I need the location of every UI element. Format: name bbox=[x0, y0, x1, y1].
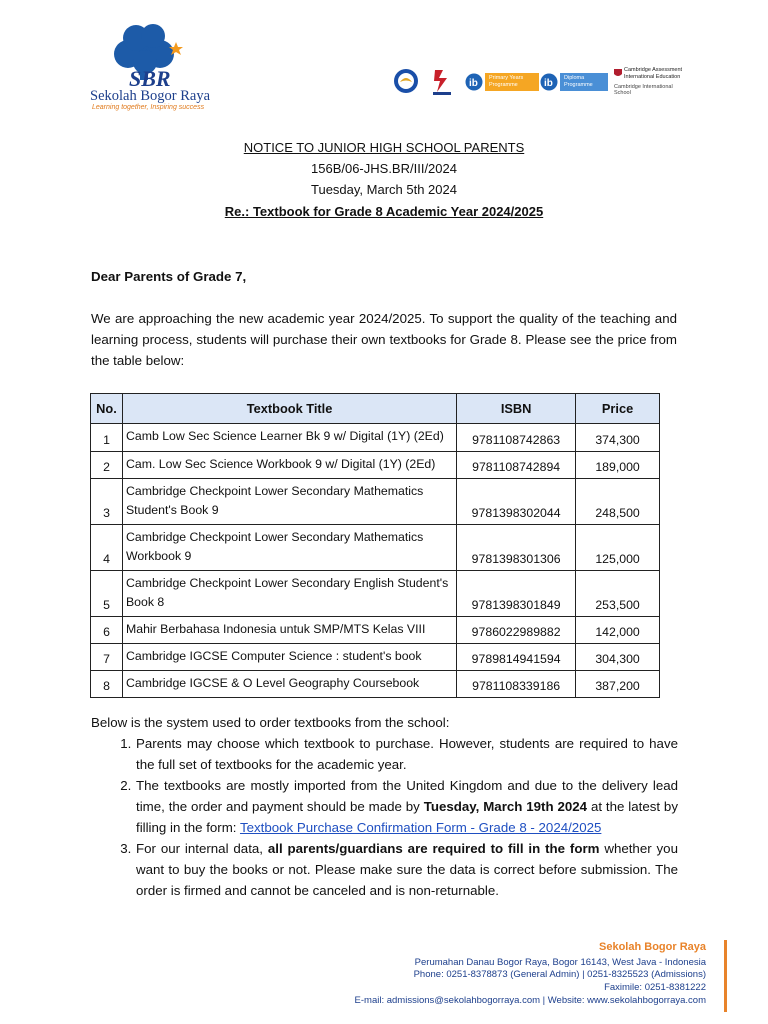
table-row bbox=[91, 644, 660, 671]
ib-icon bbox=[465, 73, 483, 91]
table-row bbox=[91, 617, 660, 644]
svg-text:ib: ib bbox=[544, 78, 553, 89]
step-1-text: Parents may choose which textbook to purchase. However, students are required to have the full set of textbooks for the academic year. bbox=[136, 736, 678, 772]
row-no: 2 bbox=[91, 452, 123, 479]
footer-fax: Faximile: 0251-8381222 bbox=[604, 982, 706, 993]
row-no: 4 bbox=[91, 525, 123, 571]
footer-address: Perumahan Danau Bogor Raya, Bogor 16143, West Java - Indonesia bbox=[414, 957, 706, 968]
ordering-steps bbox=[91, 733, 678, 901]
table-row bbox=[91, 525, 660, 571]
purchase-form-link[interactable]: Textbook Purchase Confirmation Form - Grade 8 - 2024/2025 bbox=[239, 820, 602, 835]
list-item bbox=[135, 838, 678, 901]
row-isbn: 9781398302044 bbox=[457, 479, 576, 525]
table-row bbox=[91, 452, 660, 479]
row-no: 6 bbox=[91, 617, 123, 644]
row-isbn: 9789814941594 bbox=[457, 644, 576, 671]
row-title: Cambridge Checkpoint Lower Secondary Mathematics Student's Book 9 bbox=[122, 479, 456, 525]
row-no: 8 bbox=[91, 671, 123, 698]
row-price: 248,500 bbox=[576, 479, 660, 525]
notice-heading: NOTICE TO JUNIOR HIGH SCHOOL PARENTS bbox=[243, 140, 525, 155]
row-title: Cam. Low Sec Science Workbook 9 w/ Digital (1Y) (2Ed) bbox=[122, 452, 456, 479]
row-isbn: 9781398301306 bbox=[457, 525, 576, 571]
row-no: 5 bbox=[91, 571, 123, 617]
row-title: Cambridge IGCSE Computer Science : student's book bbox=[122, 644, 456, 671]
row-price: 387,200 bbox=[576, 671, 660, 698]
ib-primary-label: Primary Years Programme bbox=[485, 73, 539, 90]
notice-reference: 156B/06-JHS.BR/III/2024 bbox=[311, 161, 457, 176]
row-price: 189,000 bbox=[576, 452, 660, 479]
step-3-text-a: For our internal data, bbox=[136, 841, 268, 856]
step-2-text-b: at the latest by filling in the form: bbox=[136, 799, 678, 835]
ib-primary-logo bbox=[465, 66, 539, 98]
table-header-row bbox=[91, 394, 660, 424]
row-isbn: 9786022989882 bbox=[457, 617, 576, 644]
step-3-text-b: whether you want to buy the books or not. Please make sure the data is correct before submission. The order is firmed and cannot be canceled and is non-returnable. bbox=[136, 841, 678, 898]
row-no: 7 bbox=[91, 644, 123, 671]
row-price: 142,000 bbox=[576, 617, 660, 644]
step-2-deadline: Tuesday, March 19th 2024 bbox=[423, 799, 588, 814]
row-price: 253,500 bbox=[576, 571, 660, 617]
list-item bbox=[135, 733, 678, 775]
row-title: Cambridge Checkpoint Lower Secondary English Student's Book 8 bbox=[122, 571, 456, 617]
tut-wuri-emblem-icon bbox=[393, 68, 419, 96]
list-item bbox=[135, 775, 678, 838]
cambridge-logo bbox=[614, 66, 690, 98]
row-title: Mahir Berbahasa Indonesia untuk SMP/MTS Kelas VIII bbox=[122, 617, 456, 644]
school-tagline: Learning together, Inspiring success bbox=[92, 104, 205, 111]
row-price: 125,000 bbox=[576, 525, 660, 571]
row-isbn: 9781108742863 bbox=[457, 424, 576, 452]
textbook-table bbox=[90, 393, 660, 698]
footer-phone: Phone: 0251-8378873 (General Admin) | 0251-8325523 (Admissions) bbox=[413, 969, 706, 980]
notice-date: Tuesday, March 5th 2024 bbox=[311, 182, 457, 197]
table-row bbox=[91, 571, 660, 617]
cambridge-shield-icon bbox=[614, 69, 622, 78]
row-price: 374,300 bbox=[576, 424, 660, 452]
row-isbn: 9781398301849 bbox=[457, 571, 576, 617]
row-price: 304,300 bbox=[576, 644, 660, 671]
row-title: Camb Low Sec Science Learner Bk 9 w/ Digital (1Y) (2Ed) bbox=[122, 424, 456, 452]
row-isbn: 9781108742894 bbox=[457, 452, 576, 479]
header-isbn: ISBN bbox=[457, 394, 576, 424]
header-price: Price bbox=[576, 394, 660, 424]
system-intro: Below is the system used to order textbooks from the school: bbox=[91, 715, 450, 730]
svg-text:ib: ib bbox=[469, 78, 478, 89]
row-title: Cambridge Checkpoint Lower Secondary Mathematics Workbook 9 bbox=[122, 525, 456, 571]
row-no: 3 bbox=[91, 479, 123, 525]
logo-monogram: SBR bbox=[129, 66, 171, 91]
ib-icon bbox=[540, 73, 558, 91]
table-row bbox=[91, 424, 660, 452]
header-title: Textbook Title bbox=[122, 394, 456, 424]
table-row bbox=[91, 671, 660, 698]
notice-subject: Re.: Textbook for Grade 8 Academic Year 2024/2025 bbox=[224, 204, 544, 219]
header-no: No. bbox=[91, 394, 123, 424]
table-row bbox=[91, 479, 660, 525]
footer-school-name: Sekolah Bogor Raya bbox=[599, 941, 706, 953]
step-3-emphasis: all parents/guardians are required to fill in the form bbox=[267, 841, 600, 856]
step-2-text-a: The textbooks are mostly imported from the United Kingdom and due to the delivery lead time, the order and payment should be made by bbox=[136, 778, 678, 814]
footer-accent-bar bbox=[724, 940, 727, 1012]
footer-contact: E-mail: admissions@sekolahbogorraya.com | Website: www.sekolahbogorraya.com bbox=[354, 995, 706, 1006]
ib-diploma-label: Diploma Programme bbox=[560, 73, 608, 90]
row-title: Cambridge IGCSE & O Level Geography Coursebook bbox=[122, 671, 456, 698]
intro-paragraph: We are approaching the new academic year 2024/2025. To support the quality of the teaching and learning process, students will purchase their own textbooks for Grade 8. Please see the price from the table below: bbox=[91, 311, 677, 368]
jakarta-emblem-icon bbox=[431, 68, 453, 96]
row-isbn: 9781108339186 bbox=[457, 671, 576, 698]
school-name: Sekolah Bogor Raya bbox=[90, 88, 211, 104]
ib-diploma-logo bbox=[540, 66, 608, 98]
row-no: 1 bbox=[91, 424, 123, 452]
cambridge-school-label: Cambridge International School bbox=[614, 83, 673, 97]
salutation: Dear Parents of Grade 7, bbox=[91, 269, 247, 284]
cambridge-assessment-label: Cambridge Assessment International Education bbox=[624, 67, 683, 80]
